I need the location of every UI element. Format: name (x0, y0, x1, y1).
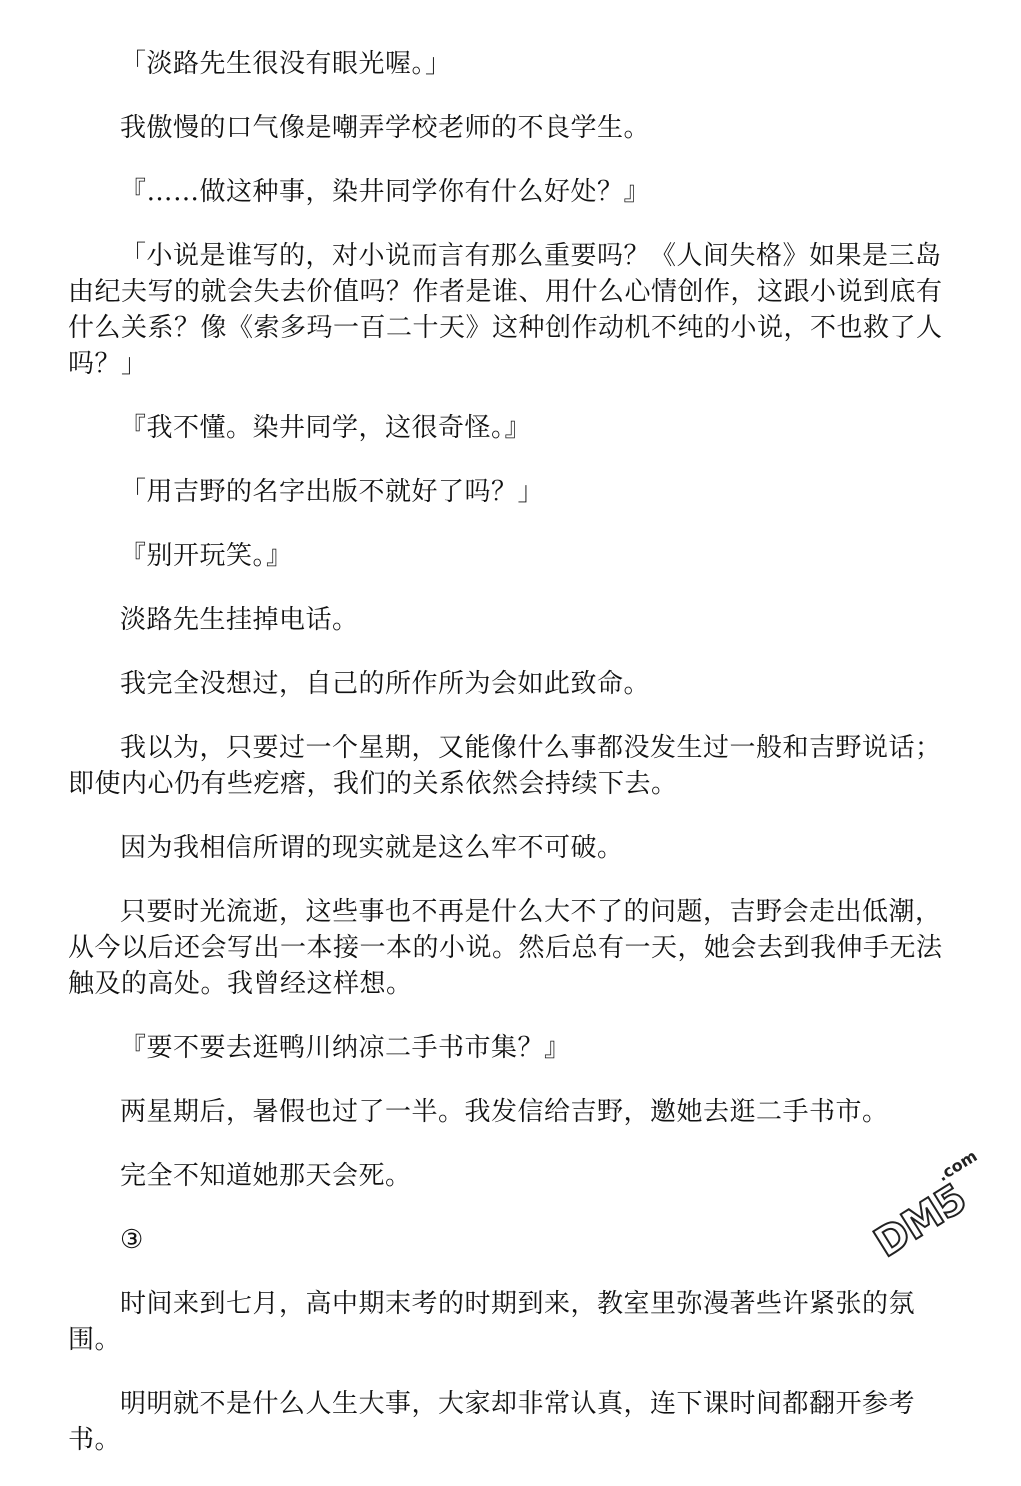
paragraph: 我以为，只要过一个星期，又能像什么事都没发生过一般和吉野说话；即使内心仍有些疙瘩，我们的关系依然会持续下去。 (68, 733, 942, 799)
paragraph: 我傲慢的口气像是嘲弄学校老师的不良学生。 (120, 113, 651, 143)
body-text (68, 46, 952, 1486)
paragraph: 明明就不是什么人生大事，大家却非常认真，连下课时间都翻开参考书。 (68, 1389, 916, 1455)
paragraph: 『……做这种事，染井同学你有什么好处？』 (120, 177, 651, 207)
watermark-domain: .com (933, 1146, 981, 1186)
paragraph: 「用吉野的名字出版不就好了吗？」 (120, 477, 545, 507)
paragraph: 只要时光流逝，这些事也不再是什么大不了的问题，吉野会走出低潮，从今以后还会写出一本接一本的小说。然后总有一天，她会去到我伸手无法触及的高处。我曾经这样想。 (68, 897, 943, 999)
paragraph: 两星期后，暑假也过了一半。我发信给吉野，邀她去逛二手书市。 (120, 1097, 889, 1127)
paragraph: 『我不懂。染井同学，这很奇怪。』 (120, 413, 532, 443)
paragraph: 时间来到七月，高中期末考的时期到来，教室里弥漫著些许紧张的氛围。 (68, 1289, 916, 1355)
paragraph: 完全不知道她那天会死。 (120, 1161, 412, 1191)
paragraph: 『别开玩笑。』 (120, 541, 293, 571)
paragraph: 「淡路先生很没有眼光喔。」 (120, 49, 452, 79)
paragraph: 「小说是谁写的，对小说而言有那么重要吗？《人间失格》如果是三岛由纪夫写的就会失去价值吗？作者是谁、用什么心情创作，这跟小说到底有什么关系？像《索多玛一百二十天》这种创作动机不纯的小说，不也救了人吗？」 (68, 241, 943, 379)
watermark-logo: DM5 (866, 1175, 974, 1267)
paragraph: 『要不要去逛鸭川纳凉二手书市集？』 (120, 1033, 571, 1063)
paragraph: 因为我相信所谓的现实就是这么牢不可破。 (120, 833, 624, 863)
section-marker: ③ (120, 1225, 144, 1255)
paragraph: 我完全没想过，自己的所作所为会如此致命。 (120, 669, 651, 699)
paragraph: 淡路先生挂掉电话。 (120, 605, 359, 635)
